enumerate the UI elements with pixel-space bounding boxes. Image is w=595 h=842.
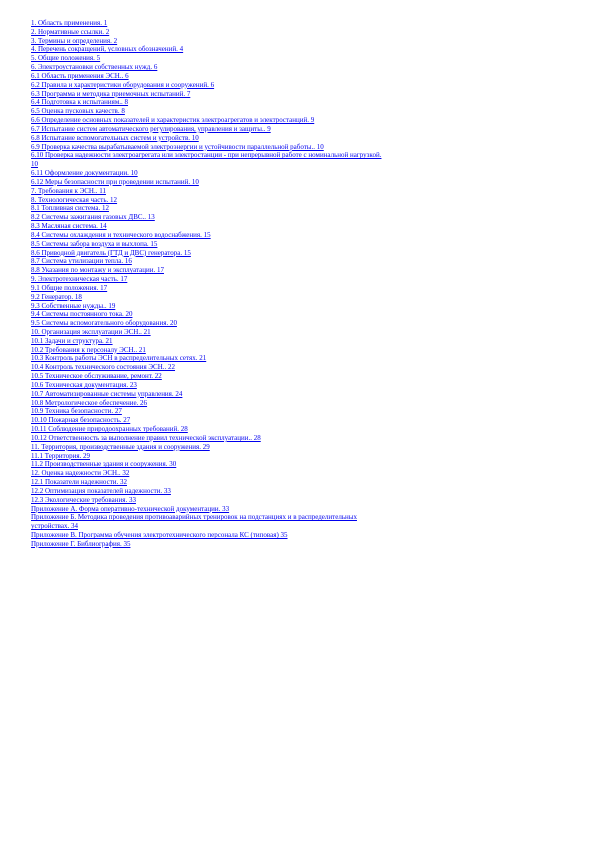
toc-link[interactable]: 2. Нормативные ссылки. 2 (31, 27, 110, 36)
toc-link[interactable]: 6. Электроустановки собственных нужд. 6 (31, 63, 158, 72)
toc-link[interactable]: 6.2 Правила и характеристики оборудования и сооружений. 6 (31, 80, 215, 89)
toc-link[interactable]: 9. Электротехническая часть. 17 (31, 275, 128, 284)
toc-link[interactable]: 11.1 Территория. 29 (31, 451, 91, 460)
toc-link[interactable]: 9.1 Общие положения. 17 (31, 283, 108, 292)
toc-link[interactable]: 6.8 Испытание вспомогательных систем и устройств. 10 (31, 133, 199, 142)
toc-link[interactable]: 8.7 Система утилизации тепла. 16 (31, 257, 132, 266)
table-of-contents (31, 19, 386, 549)
toc-link[interactable]: 6.3 Программа и методика приемочных испытаний. 7 (31, 89, 191, 98)
toc-link[interactable]: 3. Термины и определения. 2 (31, 36, 118, 45)
toc-link[interactable]: Приложение Б. Методика проведения противоаварийных тренировок на подстанциях и в распределительных устройствах. 34 (31, 513, 357, 531)
toc-link[interactable]: 10.2 Требования к персоналу ЭСН.. 21 (31, 345, 146, 354)
toc-link[interactable]: 10.11 Соблюдение природоохранных требований. 28 (31, 425, 188, 434)
toc-link[interactable]: 9.4 Системы постоянного тока. 20 (31, 310, 133, 319)
toc-link[interactable]: 6.9 Проверка качества вырабатываемой электроэнергии и устойчивости параллельной работы.. 10 (31, 142, 324, 151)
toc-link[interactable]: 9.5 Системы вспомогательного оборудования. 20 (31, 319, 177, 328)
toc-link[interactable]: 10.6 Техническая документация. 23 (31, 380, 137, 389)
toc-link[interactable]: 8.1 Топливная система. 12 (31, 204, 109, 213)
toc-link[interactable]: 10.9 Техника безопасности. 27 (31, 407, 122, 416)
toc-link[interactable]: 8.4 Системы охлаждения и технического водоснабжения. 15 (31, 230, 211, 239)
toc-link[interactable]: 8.3 Масляная система. 14 (31, 222, 107, 231)
toc-link[interactable]: 5. Общие положения. 5 (31, 54, 101, 63)
toc-link[interactable]: 8.2 Системы зажигания газовых ДВС.. 13 (31, 213, 155, 222)
toc-link[interactable]: 12.1 Показатели надежности. 32 (31, 478, 127, 487)
toc-link[interactable]: 10.7 Автоматизированные системы управления. 24 (31, 389, 183, 398)
toc-link[interactable]: 8.5 Системы забора воздуха и выхлопа. 15 (31, 239, 158, 248)
toc-link[interactable]: 9.3 Собственные нужды.. 19 (31, 301, 116, 310)
toc-link[interactable]: Приложение А. Форма оперативно-технической документации. 33 (31, 504, 230, 513)
toc-link[interactable]: 6.6 Определение основных показателей и характеристик электроагрегатов и электростанций. 9 (31, 116, 315, 125)
toc-link[interactable]: 6.12 Меры безопасности при проведении испытаний. 10 (31, 177, 199, 186)
toc-link[interactable]: 11. Территория, производственные здания и сооружения. 29 (31, 442, 210, 451)
toc-link[interactable]: 10.3 Контроль работы ЭСН в распределительных сетях. 21 (31, 354, 207, 363)
toc-link[interactable]: 10.5 Техническое обслуживание, ремонт. 22 (31, 372, 162, 381)
toc-link[interactable]: 10.12 Ответственность за выполнение правил технической эксплуатации.. 28 (31, 433, 261, 442)
toc-link[interactable]: 10.10 Пожарная безопасность. 27 (31, 416, 131, 425)
toc-link[interactable]: 10.4 Контроль технического состояния ЭСН.. 22 (31, 363, 176, 372)
toc-link[interactable]: 11.2 Производственные здания и сооружения. 30 (31, 460, 177, 469)
toc-link[interactable]: 6.7 Испытание систем автоматического регулирования, управления и защиты.. 9 (31, 124, 271, 133)
toc-link[interactable]: 6.11 Оформление документации. 10 (31, 169, 138, 178)
toc-link[interactable]: 7. Требования к ЭСН.. 11 (31, 186, 106, 195)
toc-link[interactable]: 6.5 Оценка пусковых качеств. 8 (31, 107, 125, 116)
toc-link[interactable]: 4. Перечень сокращений, условных обозначений. 4 (31, 45, 184, 54)
toc-link[interactable]: 10.1 Задачи и структура. 21 (31, 336, 113, 345)
toc-link[interactable]: Приложение Г. Библиография. 35 (31, 539, 131, 548)
toc-link[interactable]: 9.2 Генератор. 18 (31, 292, 82, 301)
toc-link[interactable]: 12. Оценка надежности ЭСН.. 32 (31, 469, 130, 478)
toc-link[interactable]: 1. Область применения. 1 (31, 19, 108, 27)
toc-link[interactable]: 8.6 Приводной двигатель (ГТД и ДВС) генератора. 15 (31, 248, 191, 257)
toc-link[interactable]: 8.8 Указания по монтажу и эксплуатации. 17 (31, 266, 164, 275)
toc-link[interactable]: 10.8 Метрологическое обеспечение. 26 (31, 398, 148, 407)
toc-link[interactable]: 12.3 Экологические требования. 33 (31, 495, 136, 504)
toc-link[interactable]: Приложение В. Программа обучения электротехнического персонала КС (типовая) 35 (31, 531, 288, 540)
toc-link[interactable]: 6.10 Проверка надежности электроагрегата или электростанции - при непрерывной работе с номинальной нагрузкой. 10 (31, 151, 382, 169)
toc-link[interactable]: 6.4 Подготовка к испытаниям.. 8 (31, 98, 129, 107)
toc-link[interactable]: 6.1 Область применения ЭСН.. 6 (31, 71, 129, 80)
toc-link[interactable]: 12.2 Оптимизация показателей надежности. 33 (31, 486, 171, 495)
toc-link[interactable]: 10. Организация эксплуатации ЭСН.. 21 (31, 327, 151, 336)
toc-link[interactable]: 8. Технологическая часть. 12 (31, 195, 118, 204)
